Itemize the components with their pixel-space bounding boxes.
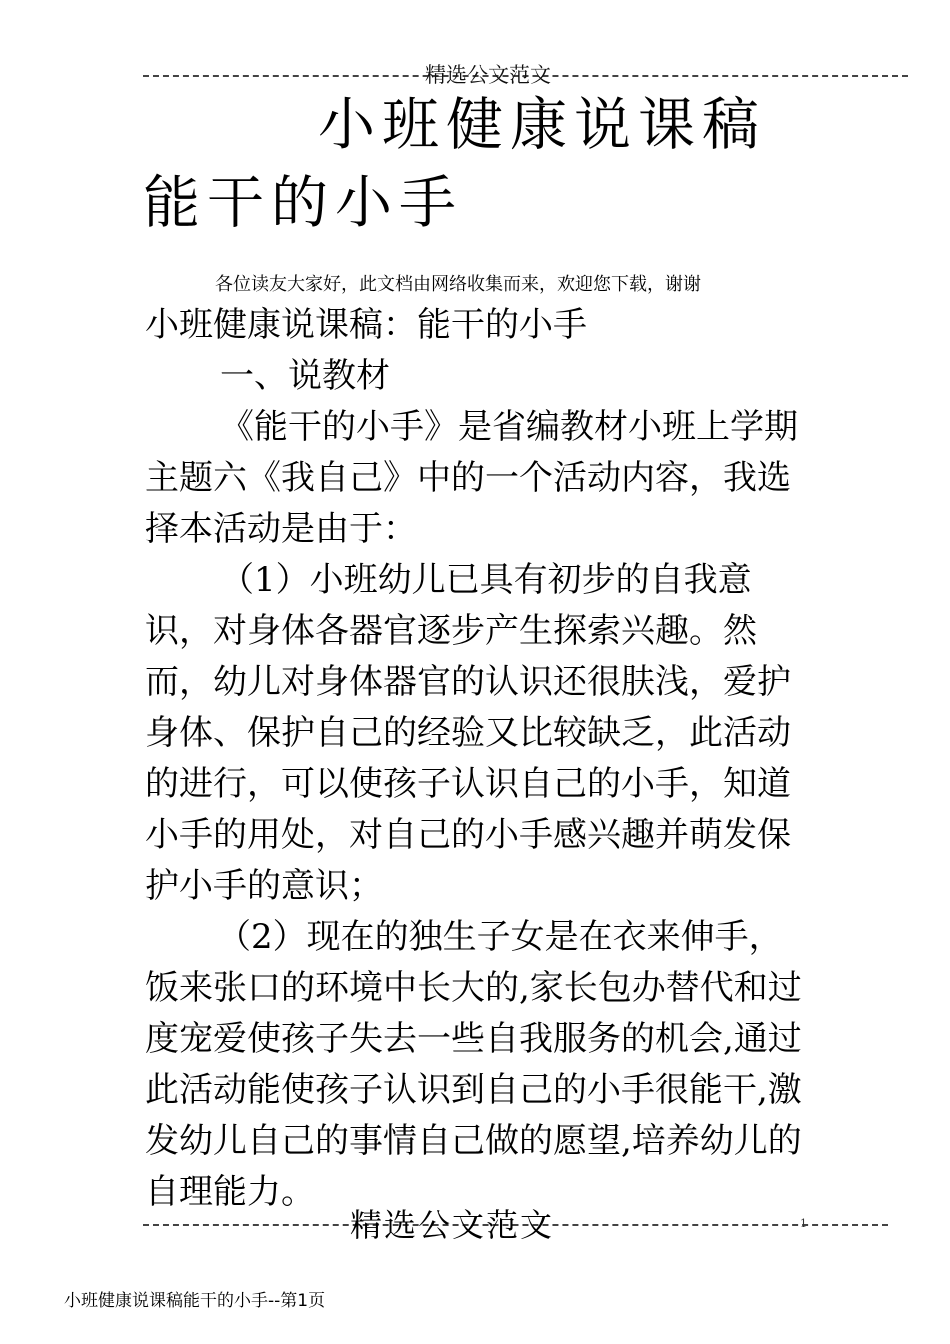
page-number: 1 <box>800 1217 807 1230</box>
page-footer-caption: 小班健康说课稿能干的小手--第1页 <box>64 1291 326 1311</box>
download-notice: 各位读友大家好，此文档由网络收集而来，欢迎您下载，谢谢 <box>215 274 701 295</box>
document-body <box>145 300 813 1218</box>
footer-label: 精选公文范文 <box>350 1206 555 1244</box>
document-title: 小班健康说课稿能干的小手 <box>143 92 766 236</box>
paragraph-point-1: （1）小班幼儿已具有初步的自我意识，对身体各器官逐步产生探索兴趣。然而，幼儿对身体器官的认识还很肤浅，爱护身体、保护自己的经验又比较缺乏，此活动的进行，可以使孩子认识自己的小手，知道小手的用处，对自己的小手感兴趣并萌发保护小手的意识； <box>145 560 791 906</box>
page-footer-rule <box>143 1205 888 1245</box>
subtitle: 小班健康说课稿：能干的小手 <box>145 305 587 345</box>
section-heading: 一、说教材 <box>220 356 390 396</box>
paragraph-intro: 《能干的小手》是省编教材小班上学期主题六《我自己》中的一个活动内容，我选择本活动是由于： <box>145 407 798 549</box>
header-label: 精选公文范文 <box>425 63 551 87</box>
paragraph-point-2: （2）现在的独生子女是在衣来伸手，饭来张口的环境中长大的,家长包办替代和过度宠爱使孩子失去一些自我服务的机会,通过此活动能使孩子认识到自己的小手很能干,激发幼儿自己的事情自己做的愿望,培养幼儿的自理能力。 <box>145 917 802 1212</box>
